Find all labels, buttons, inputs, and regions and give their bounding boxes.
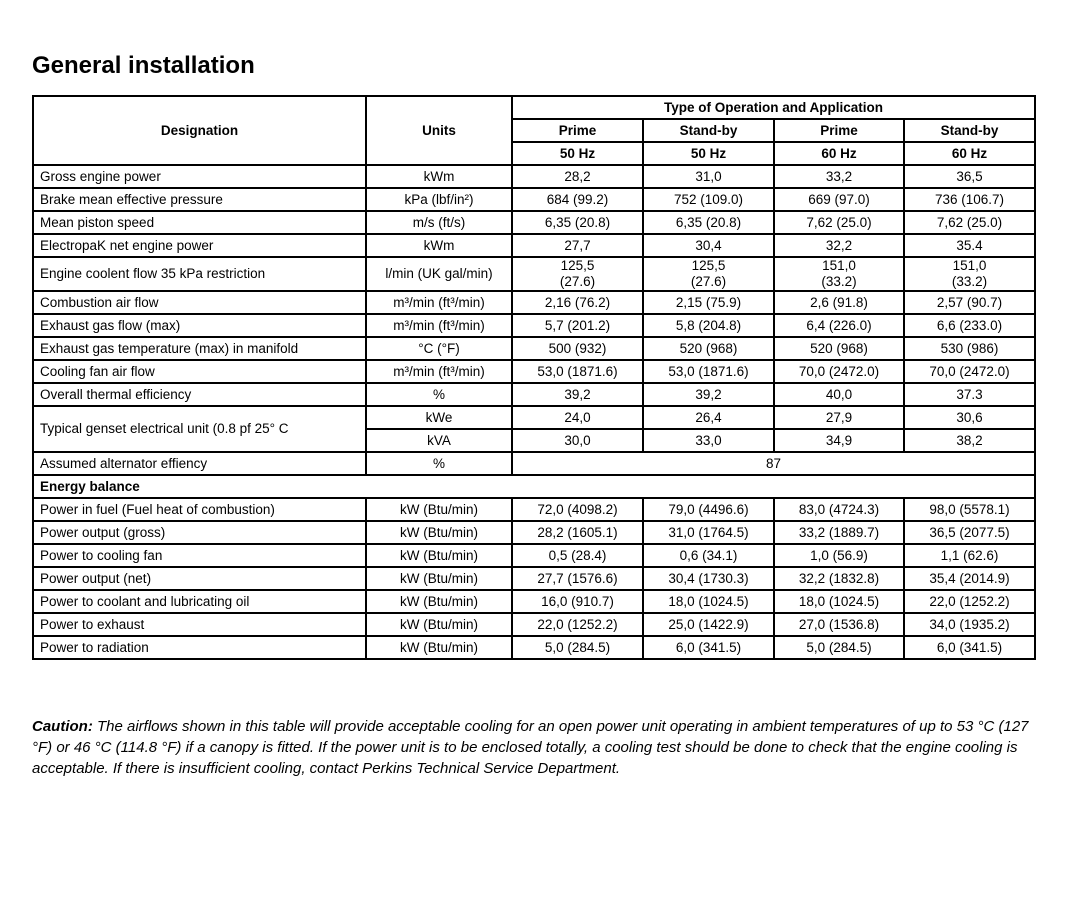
row-value	[904, 257, 1035, 291]
row-value: 5,0 (284.5)	[774, 636, 904, 659]
row-label: Assumed alternator effiency	[33, 452, 366, 475]
row-label: Combustion air flow	[33, 291, 366, 314]
header-designation: Designation	[33, 96, 366, 165]
row-value: 24,0	[512, 406, 643, 429]
row-value: 30,4	[643, 234, 774, 257]
table-row	[33, 257, 1035, 291]
row-value: 5,8 (204.8)	[643, 314, 774, 337]
row-label: Engine coolent flow 35 kPa restriction	[33, 257, 366, 291]
row-value	[643, 257, 774, 291]
row-value: 39,2	[512, 383, 643, 406]
row-value: 684 (99.2)	[512, 188, 643, 211]
row-unit: kW (Btu/min)	[366, 590, 512, 613]
row-label: Exhaust gas flow (max)	[33, 314, 366, 337]
row-value: 2,6 (91.8)	[774, 291, 904, 314]
table-row	[33, 314, 1035, 337]
row-value: 37.3	[904, 383, 1035, 406]
row-value: 16,0 (910.7)	[512, 590, 643, 613]
row-unit: kW (Btu/min)	[366, 613, 512, 636]
row-value: 6,35 (20.8)	[643, 211, 774, 234]
row-label: Power to cooling fan	[33, 544, 366, 567]
row-value: 28,2 (1605.1)	[512, 521, 643, 544]
row-value: 2,15 (75.9)	[643, 291, 774, 314]
table-row	[33, 636, 1035, 659]
row-value-line: 125,5	[560, 258, 595, 273]
row-value: 38,2	[904, 429, 1035, 452]
row-value: 98,0 (5578.1)	[904, 498, 1035, 521]
row-value: 27,0 (1536.8)	[774, 613, 904, 636]
row-value: 87	[512, 452, 1035, 475]
row-value: 40,0	[774, 383, 904, 406]
row-unit: kW (Btu/min)	[366, 521, 512, 544]
table-row	[33, 544, 1035, 567]
row-value: 7,62 (25.0)	[774, 211, 904, 234]
header-frequency: 60 Hz	[904, 142, 1035, 165]
row-value: 30,0	[512, 429, 643, 452]
header-mode: Stand-by	[904, 119, 1035, 142]
row-value	[512, 257, 643, 291]
row-unit: kW (Btu/min)	[366, 636, 512, 659]
header-mode: Stand-by	[643, 119, 774, 142]
row-value-line: (27.6)	[690, 274, 727, 289]
row-value: 36,5	[904, 165, 1035, 188]
row-label: Gross engine power	[33, 165, 366, 188]
row-label: Mean piston speed	[33, 211, 366, 234]
row-value: 27,7	[512, 234, 643, 257]
row-value: 669 (97.0)	[774, 188, 904, 211]
row-value: 5,7 (201.2)	[512, 314, 643, 337]
table-row	[33, 452, 1035, 475]
row-unit: kWm	[366, 234, 512, 257]
row-label: Exhaust gas temperature (max) in manifold	[33, 337, 366, 360]
row-unit: m³/min (ft³/min)	[366, 291, 512, 314]
row-value: 53,0 (1871.6)	[643, 360, 774, 383]
row-value: 33,2 (1889.7)	[774, 521, 904, 544]
table-row	[33, 567, 1035, 590]
row-value: 31,0	[643, 165, 774, 188]
row-value: 32,2	[774, 234, 904, 257]
row-value: 520 (968)	[774, 337, 904, 360]
row-value: 18,0 (1024.5)	[643, 590, 774, 613]
row-value: 30,4 (1730.3)	[643, 567, 774, 590]
row-label: Power output (gross)	[33, 521, 366, 544]
row-value-line: (33.2)	[951, 274, 988, 289]
row-label: Typical genset electrical unit (0.8 pf 25° C	[33, 406, 366, 452]
row-value: 53,0 (1871.6)	[512, 360, 643, 383]
row-unit: l/min (UK gal/min)	[366, 257, 512, 291]
row-label: Power to exhaust	[33, 613, 366, 636]
header-mode: Prime	[512, 119, 643, 142]
row-value: 30,6	[904, 406, 1035, 429]
row-value: 33,2	[774, 165, 904, 188]
row-value: 530 (986)	[904, 337, 1035, 360]
row-label: Power to radiation	[33, 636, 366, 659]
row-unit: m/s (ft/s)	[366, 211, 512, 234]
row-unit: kWe	[366, 406, 512, 429]
row-label: Brake mean effective pressure	[33, 188, 366, 211]
row-label: Power in fuel (Fuel heat of combustion)	[33, 498, 366, 521]
row-value: 70,0 (2472.0)	[904, 360, 1035, 383]
row-value: 34,9	[774, 429, 904, 452]
table-row	[33, 211, 1035, 234]
row-unit: kPa (lbf/in²)	[366, 188, 512, 211]
header-frequency: 50 Hz	[643, 142, 774, 165]
row-value: 25,0 (1422.9)	[643, 613, 774, 636]
row-value: 2,57 (90.7)	[904, 291, 1035, 314]
row-value: 72,0 (4098.2)	[512, 498, 643, 521]
row-value: 39,2	[643, 383, 774, 406]
row-value: 27,9	[774, 406, 904, 429]
row-value: 5,0 (284.5)	[512, 636, 643, 659]
row-label: ElectropaK net engine power	[33, 234, 366, 257]
table-row	[33, 234, 1035, 257]
row-unit: kW (Btu/min)	[366, 544, 512, 567]
row-value: 35,4 (2014.9)	[904, 567, 1035, 590]
table-row	[33, 360, 1035, 383]
row-value: 70,0 (2472.0)	[774, 360, 904, 383]
row-value: 6,0 (341.5)	[904, 636, 1035, 659]
caution-text: The airflows shown in this table will provide acceptable cooling for an open power unit operating in ambient temperatures of up to 53 °C (127 °F) or 46 °C (114.8 °F) if a canopy is fitted. If the power unit is to be enclosed totally, a cooling test should be done to check that the engine cooling is acceptable. If there is insufficient cooling, contact Perkins Technical Service Department.	[32, 718, 1029, 777]
header-mode: Prime	[774, 119, 904, 142]
caution-note	[32, 716, 1042, 779]
row-value: 33,0	[643, 429, 774, 452]
row-unit: kVA	[366, 429, 512, 452]
row-unit: %	[366, 383, 512, 406]
row-value: 0,5 (28.4)	[512, 544, 643, 567]
page-title: General installation	[32, 52, 255, 79]
row-value: 27,7 (1576.6)	[512, 567, 643, 590]
row-value: 32,2 (1832.8)	[774, 567, 904, 590]
row-label: Overall thermal efficiency	[33, 383, 366, 406]
section-heading: Energy balance	[33, 475, 1035, 498]
table-row	[33, 383, 1035, 406]
table-row	[33, 590, 1035, 613]
table-row	[33, 613, 1035, 636]
row-value-line: (33.2)	[821, 274, 857, 289]
row-value	[774, 257, 904, 291]
caution-label: Caution:	[32, 718, 93, 735]
row-value: 6,6 (233.0)	[904, 314, 1035, 337]
table-row	[33, 406, 1035, 429]
row-value: 83,0 (4724.3)	[774, 498, 904, 521]
row-label: Power to coolant and lubricating oil	[33, 590, 366, 613]
row-value: 7,62 (25.0)	[904, 211, 1035, 234]
table-body	[33, 165, 1035, 659]
row-label: Cooling fan air flow	[33, 360, 366, 383]
row-value: 26,4	[643, 406, 774, 429]
row-value: 31,0 (1764.5)	[643, 521, 774, 544]
row-unit: kW (Btu/min)	[366, 498, 512, 521]
row-label: Power output (net)	[33, 567, 366, 590]
row-unit: %	[366, 452, 512, 475]
header-frequency: 60 Hz	[774, 142, 904, 165]
row-value: 34,0 (1935.2)	[904, 613, 1035, 636]
specification-table	[32, 95, 1036, 660]
row-value: 36,5 (2077.5)	[904, 521, 1035, 544]
row-unit: kWm	[366, 165, 512, 188]
row-value: 520 (968)	[643, 337, 774, 360]
row-unit: m³/min (ft³/min)	[366, 314, 512, 337]
header-frequency: 50 Hz	[512, 142, 643, 165]
row-value: 6,35 (20.8)	[512, 211, 643, 234]
row-value: 736 (106.7)	[904, 188, 1035, 211]
row-unit: m³/min (ft³/min)	[366, 360, 512, 383]
table-row	[33, 521, 1035, 544]
row-value: 79,0 (4496.6)	[643, 498, 774, 521]
row-value: 18,0 (1024.5)	[774, 590, 904, 613]
row-value: 1,0 (56.9)	[774, 544, 904, 567]
row-value-line: 125,5	[691, 258, 726, 273]
table-row	[33, 165, 1035, 188]
header-operation-group: Type of Operation and Application	[512, 96, 1035, 119]
row-value-line: 151,0	[822, 258, 856, 273]
row-value-line: (27.6)	[559, 274, 596, 289]
row-value: 500 (932)	[512, 337, 643, 360]
header-units: Units	[366, 96, 512, 165]
table-row	[33, 498, 1035, 521]
row-value: 6,4 (226.0)	[774, 314, 904, 337]
row-value: 22,0 (1252.2)	[904, 590, 1035, 613]
section-heading-row	[33, 475, 1035, 498]
row-value: 2,16 (76.2)	[512, 291, 643, 314]
row-value: 0,6 (34.1)	[643, 544, 774, 567]
row-value: 22,0 (1252.2)	[512, 613, 643, 636]
table-row	[33, 188, 1035, 211]
row-value: 35.4	[904, 234, 1035, 257]
row-value: 1,1 (62.6)	[904, 544, 1035, 567]
table-row	[33, 337, 1035, 360]
row-unit: kW (Btu/min)	[366, 567, 512, 590]
row-value: 6,0 (341.5)	[643, 636, 774, 659]
row-value: 752 (109.0)	[643, 188, 774, 211]
row-value-line: 151,0	[952, 258, 987, 273]
row-unit: °C (°F)	[366, 337, 512, 360]
row-value: 28,2	[512, 165, 643, 188]
table-row	[33, 291, 1035, 314]
